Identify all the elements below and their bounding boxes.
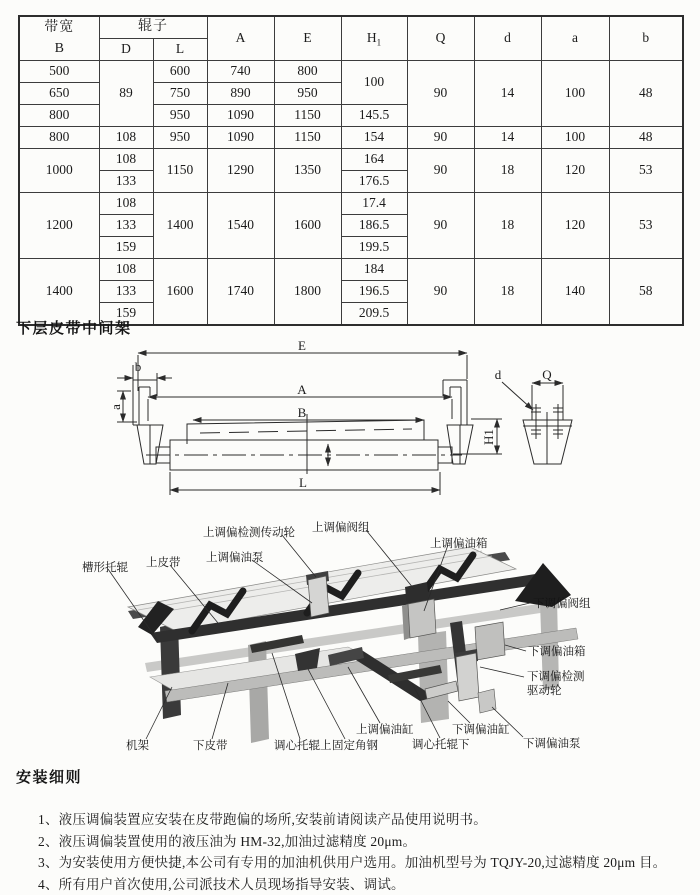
table-cell: 133 xyxy=(99,171,153,193)
table-cell: 650 xyxy=(19,83,99,105)
table-cell: 1800 xyxy=(274,259,341,326)
label-frame: 机架 xyxy=(126,738,149,752)
label-upper-pump: 上调偏油泵 xyxy=(206,550,264,564)
col-header-bandwidth-cn: 带宽 xyxy=(20,18,99,38)
label-lower-tank: 下调偏油箱 xyxy=(528,644,586,658)
label-lower-cylinder: 下调偏油缸 xyxy=(452,722,510,736)
install-rule-item: 2、液压调偏装置使用的液压油为 HM-32,加油过滤精度 20μm。 xyxy=(38,831,688,853)
table-cell: 196.5 xyxy=(341,281,407,303)
table-cell: 108 xyxy=(99,193,153,215)
dim-label-A: A xyxy=(297,382,307,397)
table-cell: 154 xyxy=(341,127,407,149)
table-cell: 800 xyxy=(19,127,99,149)
table-cell: 1150 xyxy=(274,105,341,127)
col-header-b: b xyxy=(609,16,683,61)
table-cell: 500 xyxy=(19,61,99,83)
table-cell: 1290 xyxy=(207,149,274,193)
table-cell: 90 xyxy=(407,61,474,127)
table-cell: 145.5 xyxy=(341,105,407,127)
dim-label-B: B xyxy=(298,405,307,420)
fixed-angle-plate xyxy=(295,648,320,671)
col-header-Q: Q xyxy=(407,16,474,61)
table-cell: 120 xyxy=(541,193,609,259)
col-header-bandwidth-sym: B xyxy=(20,39,99,59)
table-cell: 89 xyxy=(99,61,153,127)
table-cell: 159 xyxy=(99,237,153,259)
table-cell: 53 xyxy=(609,193,683,259)
table-cell: 14 xyxy=(474,127,541,149)
table-row xyxy=(19,61,683,83)
h-subscript: 1 xyxy=(377,38,382,48)
leg-second xyxy=(248,641,269,743)
install-rule-item: 4、所有用户首次使用,公司派技术人员现场指导安装、调试。 xyxy=(38,874,688,895)
col-header-d: d xyxy=(474,16,541,61)
label-aligning-idler-lower: 调心托辊下 xyxy=(412,737,470,751)
side-view xyxy=(502,382,572,464)
install-rule-item: 1、液压调偏装置应安装在皮带跑偏的场所,安装前请阅读产品使用说明书。 xyxy=(38,809,688,831)
header-row-1 xyxy=(19,16,683,39)
dim-label-a: a xyxy=(108,404,123,410)
col-header-A: A xyxy=(207,16,274,61)
dim-label-Q: Q xyxy=(542,367,552,382)
table-cell: 164 xyxy=(341,149,407,171)
detect-wheel-body xyxy=(456,653,479,701)
table-cell: 1600 xyxy=(153,259,207,326)
dim-label-b: b xyxy=(135,359,142,374)
label-upper-cylinder: 上调偏油缸 xyxy=(356,722,414,736)
install-rules-section xyxy=(16,766,688,895)
install-rules-title: 安装细则 xyxy=(16,766,688,787)
leader-upper-detect-wheel xyxy=(282,535,316,577)
table-cell: 1740 xyxy=(207,259,274,326)
table-cell: 800 xyxy=(19,105,99,127)
upper-band-dashline xyxy=(200,429,412,433)
table-cell: 199.5 xyxy=(341,237,407,259)
table-cell: 140 xyxy=(541,259,609,326)
isometric-illustration xyxy=(0,505,700,767)
leader-lower-detect xyxy=(480,667,524,677)
table-cell: 186.5 xyxy=(341,215,407,237)
table-cell: 800 xyxy=(274,61,341,83)
table-cell: 14 xyxy=(474,61,541,127)
table-cell: 90 xyxy=(407,259,474,326)
table-cell: 90 xyxy=(407,127,474,149)
table-cell: 1400 xyxy=(19,259,99,326)
col-header-D: D xyxy=(99,39,153,61)
label-upper-valve: 上调偏阀组 xyxy=(312,520,370,534)
label-aligning-idler-upper: 调心托辊上 xyxy=(274,738,332,752)
label-trough-idler: 槽形托辊 xyxy=(82,560,128,574)
table-cell: 1540 xyxy=(207,193,274,259)
table-cell: 133 xyxy=(99,215,153,237)
label-upper-tank: 上调偏油箱 xyxy=(430,536,488,550)
install-rule-item: 3、为安装使用方便快捷,本公司有专用的加油机供用户选用。加油机型号为 TQJY-20,过滤精度 20μm 目。 xyxy=(38,852,688,874)
col-header-bandwidth xyxy=(19,16,99,61)
table-cell: 176.5 xyxy=(341,171,407,193)
roller-spec-table xyxy=(18,15,684,326)
dim-label-L: L xyxy=(299,475,307,490)
dimension-drawing xyxy=(0,333,700,511)
label-upper-belt: 上皮带 xyxy=(146,555,181,569)
table-cell: 18 xyxy=(474,193,541,259)
table-cell: 17.4 xyxy=(341,193,407,215)
lower-pump-body xyxy=(478,689,496,713)
label-fixed-angle: 固定角钢 xyxy=(332,738,378,752)
table-cell: 18 xyxy=(474,259,541,326)
front-view xyxy=(117,353,502,495)
table-cell: 740 xyxy=(207,61,274,83)
table-cell: 209.5 xyxy=(341,303,407,326)
label-lower-belt: 下皮带 xyxy=(193,738,228,752)
table-cell: 890 xyxy=(207,83,274,105)
upper-tank xyxy=(408,599,436,638)
table-cell: 600 xyxy=(153,61,207,83)
table-cell: 100 xyxy=(541,127,609,149)
leg-middle xyxy=(418,631,449,723)
table-cell: 1150 xyxy=(274,127,341,149)
table-cell: 1200 xyxy=(19,193,99,259)
table-cell: 133 xyxy=(99,281,153,303)
table-cell: 159 xyxy=(99,303,153,326)
label-upper-detect-wheel: 上调偏检测传动轮 xyxy=(203,525,295,539)
table-row xyxy=(19,149,683,171)
upper-pump-body xyxy=(308,576,329,617)
col-header-H1 xyxy=(341,16,407,61)
h-label: H xyxy=(367,30,377,45)
col-header-L: L xyxy=(153,39,207,61)
table-cell: 58 xyxy=(609,259,683,326)
table-cell: 750 xyxy=(153,83,207,105)
table-cell: 1600 xyxy=(274,193,341,259)
dim-label-E: E xyxy=(298,338,306,353)
table-row xyxy=(19,259,683,281)
leader-lower-cylinder xyxy=(448,701,470,723)
label-lower-valve: 下调偏阀组 xyxy=(533,596,591,610)
table-cell: 184 xyxy=(341,259,407,281)
table-cell: 108 xyxy=(99,127,153,149)
dim-label-H1: H1 xyxy=(481,429,496,445)
table-row xyxy=(19,127,683,149)
table-cell: 48 xyxy=(609,61,683,127)
col-header-a: a xyxy=(541,16,609,61)
table-cell: 1150 xyxy=(153,149,207,193)
label-lower-detect-line2: 驱动轮 xyxy=(527,683,562,697)
table-cell: 1350 xyxy=(274,149,341,193)
table-cell: 950 xyxy=(274,83,341,105)
section-title-midframe: 下层皮带中间架 xyxy=(16,317,132,338)
table-cell: 100 xyxy=(541,61,609,127)
col-header-rollers: 辊子 xyxy=(99,16,207,39)
leader-fixed-angle xyxy=(308,669,345,739)
table-cell: 108 xyxy=(99,149,153,171)
table-row xyxy=(19,193,683,215)
table-cell: 1090 xyxy=(207,105,274,127)
leader-upper-cylinder xyxy=(348,667,380,723)
table-cell: 950 xyxy=(153,105,207,127)
table-cell: 48 xyxy=(609,127,683,149)
table-cell: 53 xyxy=(609,149,683,193)
table-cell: 1400 xyxy=(153,193,207,259)
table-cell: 108 xyxy=(99,259,153,281)
label-lower-detect-line1: 下调偏检测 xyxy=(527,669,585,683)
left-bracket xyxy=(133,380,157,425)
lower-tank xyxy=(475,622,505,660)
table-cell: 1090 xyxy=(207,127,274,149)
right-bracket xyxy=(443,380,467,425)
col-header-E: E xyxy=(274,16,341,61)
install-rules-list xyxy=(16,809,688,895)
dim-label-d: d xyxy=(495,367,502,382)
table-cell: 950 xyxy=(153,127,207,149)
dim-leader-d xyxy=(502,382,533,410)
table-cell: 120 xyxy=(541,149,609,193)
label-lower-pump: 下调偏油泵 xyxy=(523,736,581,750)
table-cell: 100 xyxy=(341,61,407,105)
table-cell: 18 xyxy=(474,149,541,193)
table-cell: 90 xyxy=(407,193,474,259)
table-cell: 1000 xyxy=(19,149,99,193)
table-cell: 90 xyxy=(407,149,474,193)
